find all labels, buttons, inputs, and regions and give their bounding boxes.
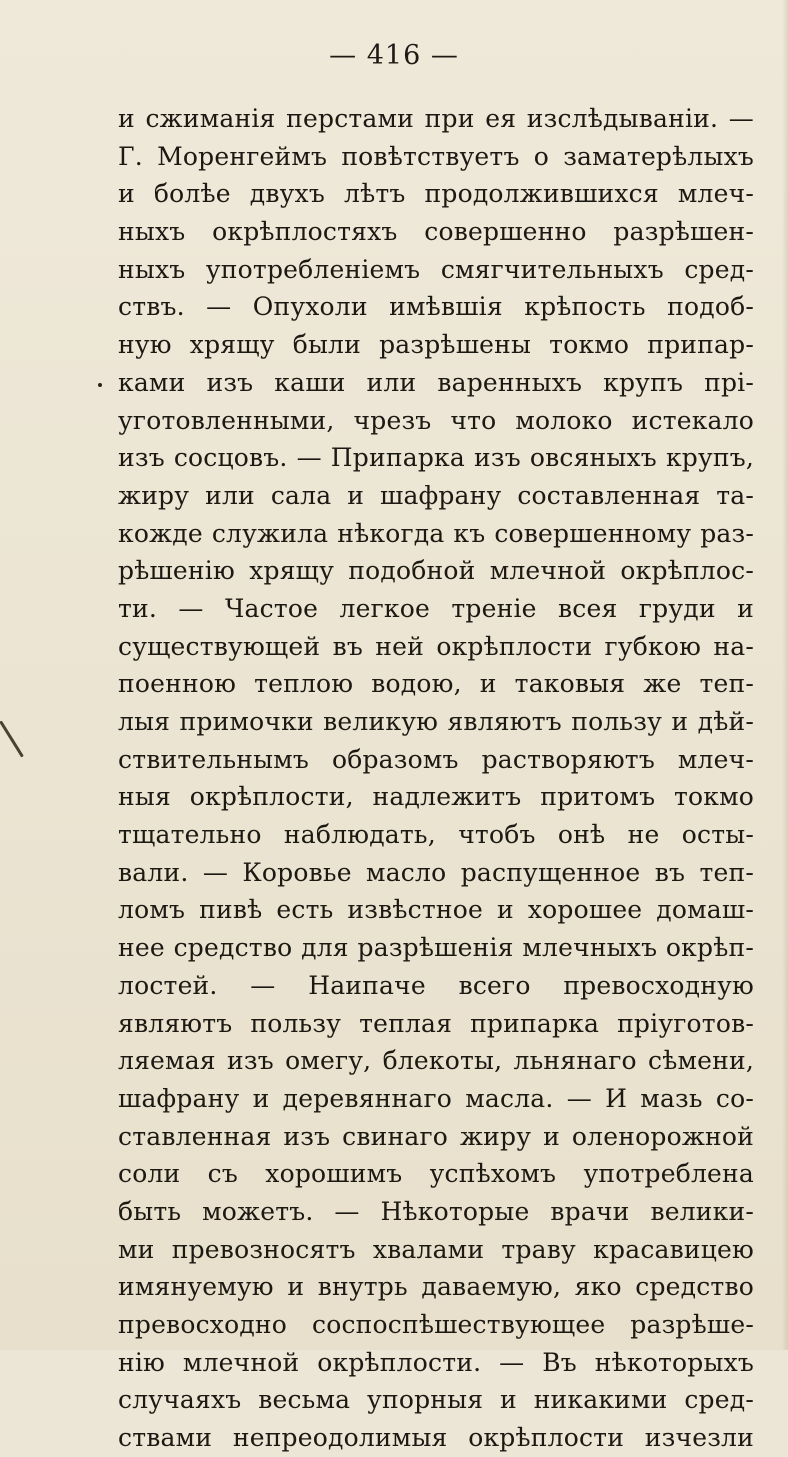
text-line: ляемая изъ омегу, блекоты, льнянаго сѣмени, [118, 1046, 754, 1076]
text-line: тщательно наблюдать, чтобъ онѣ не осты- [118, 820, 754, 850]
text-line: нее средство для разрѣшенія млечныхъ окрѣп- [118, 933, 754, 963]
text-line: существующей въ ней окрѣплости губкою на- [118, 631, 754, 661]
text-line: уготовленными, чрезъ что молоко истекало [118, 405, 754, 435]
text-line: и болѣе двухъ лѣтъ продолжившихся млеч- [118, 179, 754, 209]
text-line: вали. — Коровье масло распущенное въ теп- [118, 857, 754, 887]
text-line: лостей. — Наипаче всего превосходную [118, 970, 754, 1000]
text-line: рѣшенію хрящу подобной млечной окрѣплос- [118, 556, 754, 586]
text-line: ныхъ употребленіемъ смягчительныхъ сред- [118, 254, 754, 284]
text-line: изъ сосцовъ. — Припарка изъ овсяныхъ крупъ, [118, 443, 754, 473]
page-number: — 416 — [329, 40, 459, 71]
text-line: ныхъ окрѣплостяхъ совершенно разрѣшен- [118, 217, 754, 247]
text-line: ствами непреодолимыя окрѣплости изчезли [118, 1423, 754, 1453]
text-line: ствъ. — Опухоли имѣвшія крѣпость подоб- [118, 292, 754, 322]
text-line: соли съ хорошимъ успѣхомъ употреблена [118, 1159, 754, 1189]
text-line: ныя окрѣплости, надлежитъ притомъ токмо [118, 782, 754, 812]
text-line: Г. Моренгеймъ повѣтствуетъ о заматерѣлыхъ [118, 141, 754, 171]
text-line: нію млечной окрѣплости. — Въ нѣкоторыхъ [118, 1347, 754, 1377]
text-line: и сжиманія перстами при ея изслѣдываніи. — [118, 104, 754, 133]
body-text [118, 100, 754, 1457]
page-edge-shadow [782, 0, 788, 1350]
text-line: ми превозносятъ хвалами траву красавицею [118, 1234, 754, 1264]
text-line: случаяхъ весьма упорныя и никакими сред- [118, 1385, 754, 1415]
text-line: поенною теплою водою, и таковыя же теп- [118, 669, 754, 699]
margin-mark [98, 383, 102, 387]
text-line: жиру или сала и шафрану составленная та- [118, 480, 754, 510]
text-line: быть можетъ. — Нѣкоторые врачи велики- [118, 1196, 754, 1226]
text-line: имянуемую и внутрь даваемую, яко средство [118, 1272, 754, 1302]
margin-pencil-mark [0, 720, 24, 757]
text-line: кожде служила нѣкогда къ совершенному раз- [118, 518, 754, 548]
text-line: шафрану и деревяннаго масла. — И мазь со- [118, 1083, 754, 1113]
text-line: превосходно соспоспѣшествующее разрѣше- [118, 1310, 754, 1339]
text-line: ставленная изъ свинаго жиру и оленорожной [118, 1121, 754, 1151]
text-line: лыя примочки великую являютъ пользу и дѣй- [118, 707, 754, 736]
text-line: являютъ пользу теплая припарка пріуготов- [118, 1008, 754, 1038]
text-line: ствительнымъ образомъ растворяютъ млеч- [118, 744, 754, 774]
text-line: ти. — Частое легкое треніе всея груди и [118, 593, 754, 623]
text-line: ломъ пивѣ есть извѣстное и хорошее домаш- [118, 895, 754, 925]
text-line: ную хрящу были разрѣшены токмо припар- [118, 330, 754, 360]
text-line: ками изъ каши или варенныхъ крупъ прі- [118, 367, 754, 397]
